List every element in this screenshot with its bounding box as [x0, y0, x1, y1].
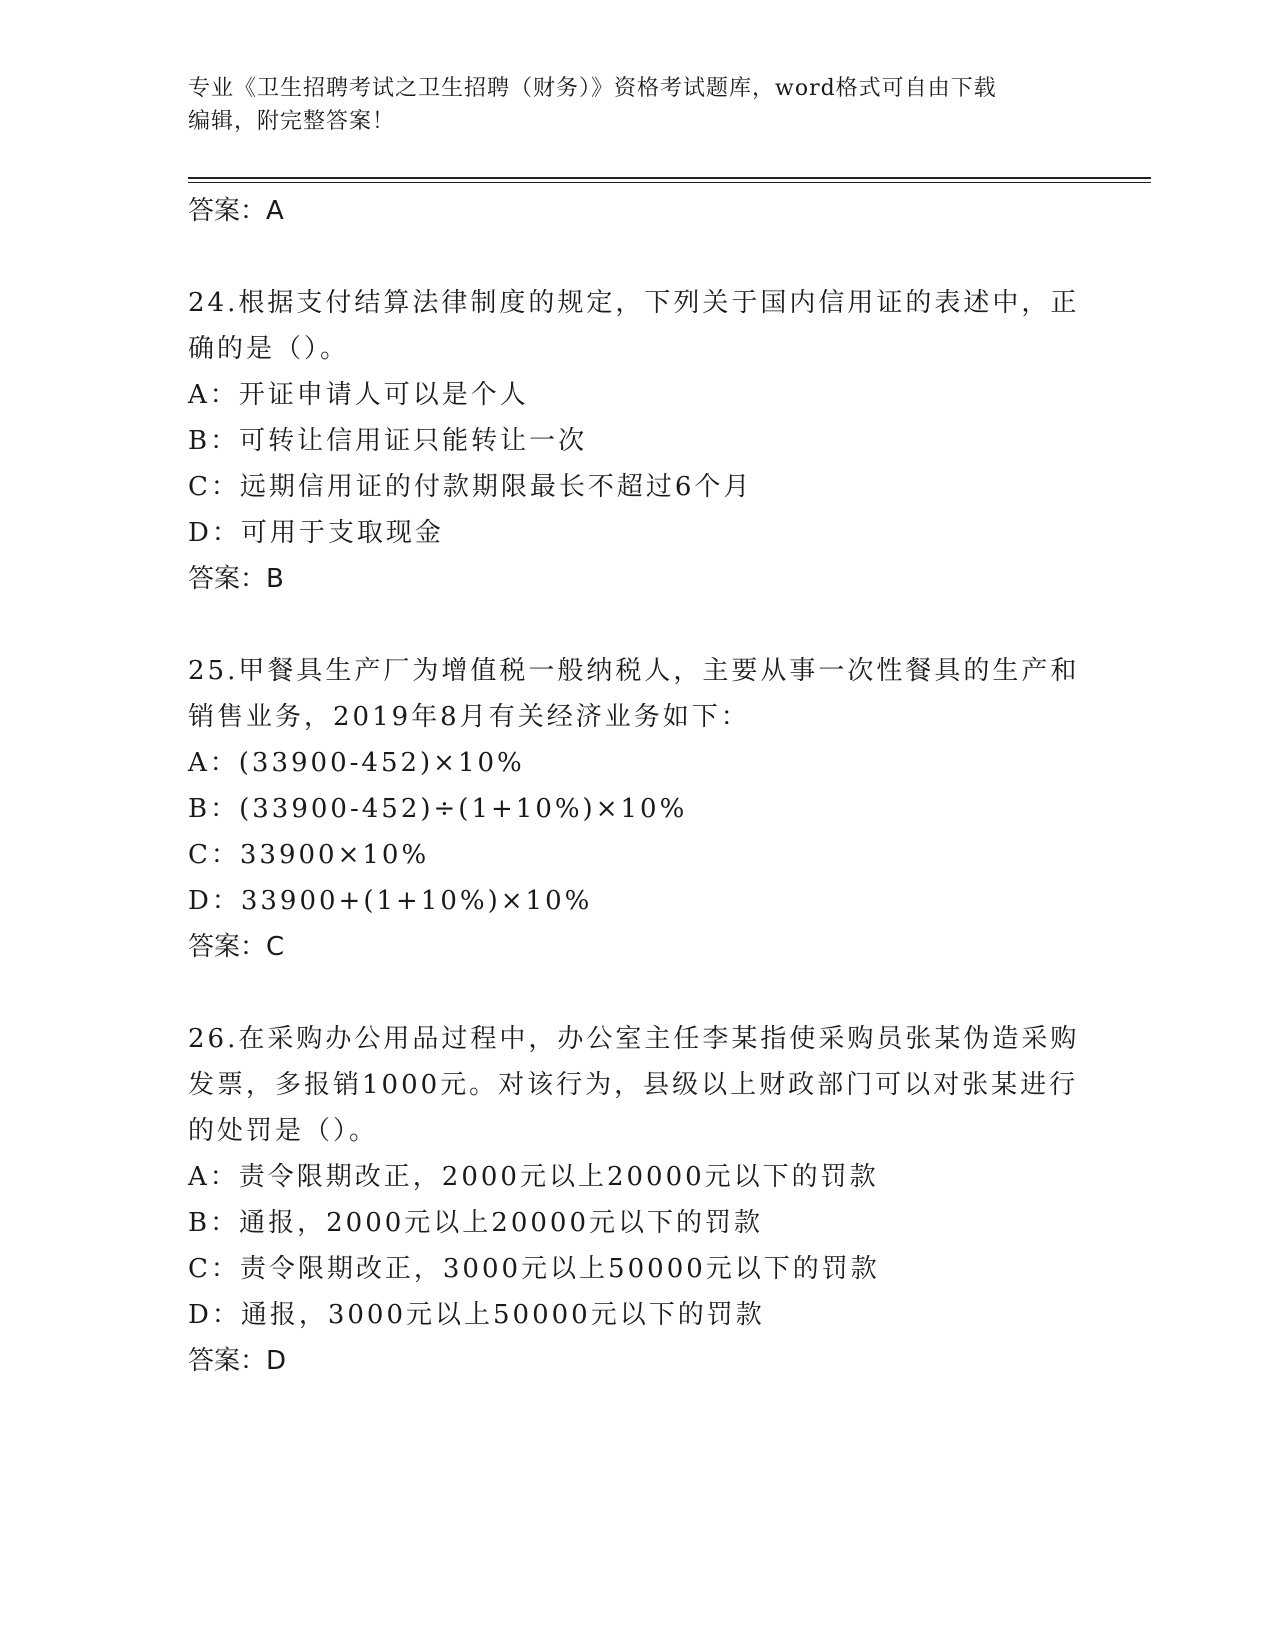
option-a: A：责令限期改正，2000元以上20000元以下的罚款 [188, 1162, 879, 1192]
document-header [188, 72, 1088, 138]
answer: 答案：D [188, 1346, 287, 1376]
question-stem: 发票，多报销1000元。对该行为，县级以上财政部门可以对张某进行 [188, 1070, 1079, 1100]
question-stem: 24.根据支付结算法律制度的规定，下列关于国内信用证的表述中，正 [188, 288, 1080, 318]
question-25 [188, 648, 1088, 970]
option-c: C：远期信用证的付款期限最长不超过6个月 [188, 472, 753, 502]
answer: 答案：B [188, 564, 284, 594]
question-stem: 的处罚是（）。 [188, 1116, 379, 1146]
option-c: C：33900×10% [188, 840, 430, 870]
question-list [188, 188, 1088, 1384]
option-b: B：可转让信用证只能转让一次 [188, 426, 588, 456]
header-line-1: 专业《卫生招聘考试之卫生招聘（财务）》资格考试题库，word格式可自由下载 [188, 76, 997, 101]
option-a: A：开证申请人可以是个人 [188, 380, 529, 410]
header-divider-thick [188, 177, 1151, 179]
answer: 答案：C [188, 932, 285, 962]
header-divider-thin [188, 182, 1151, 183]
question-stem: 确的是（）。 [188, 334, 350, 364]
question-stem: 销售业务，2019年8月有关经济业务如下： [188, 702, 750, 732]
answer-previous: 答案：A [188, 196, 284, 226]
option-b: B：(33900-452)÷(1+10%)×10% [188, 794, 688, 824]
option-a: A：(33900-452)×10% [188, 748, 525, 778]
option-d: D：33900+(1+10%)×10% [188, 886, 593, 916]
option-b: B：通报，2000元以上20000元以下的罚款 [188, 1208, 763, 1238]
question-stem: 25.甲餐具生产厂为增值税一般纳税人，主要从事一次性餐具的生产和 [188, 656, 1080, 686]
question-26 [188, 1016, 1088, 1384]
header-line-2: 编辑，附完整答案！ [188, 109, 396, 134]
question-24 [188, 280, 1088, 602]
option-d: D：通报，3000元以上50000元以下的罚款 [188, 1300, 765, 1330]
question-stem: 26.在采购办公用品过程中，办公室主任李某指使采购员张某伪造采购 [188, 1024, 1080, 1054]
option-c: C：责令限期改正，3000元以上50000元以下的罚款 [188, 1254, 880, 1284]
option-d: D：可用于支取现金 [188, 518, 444, 548]
